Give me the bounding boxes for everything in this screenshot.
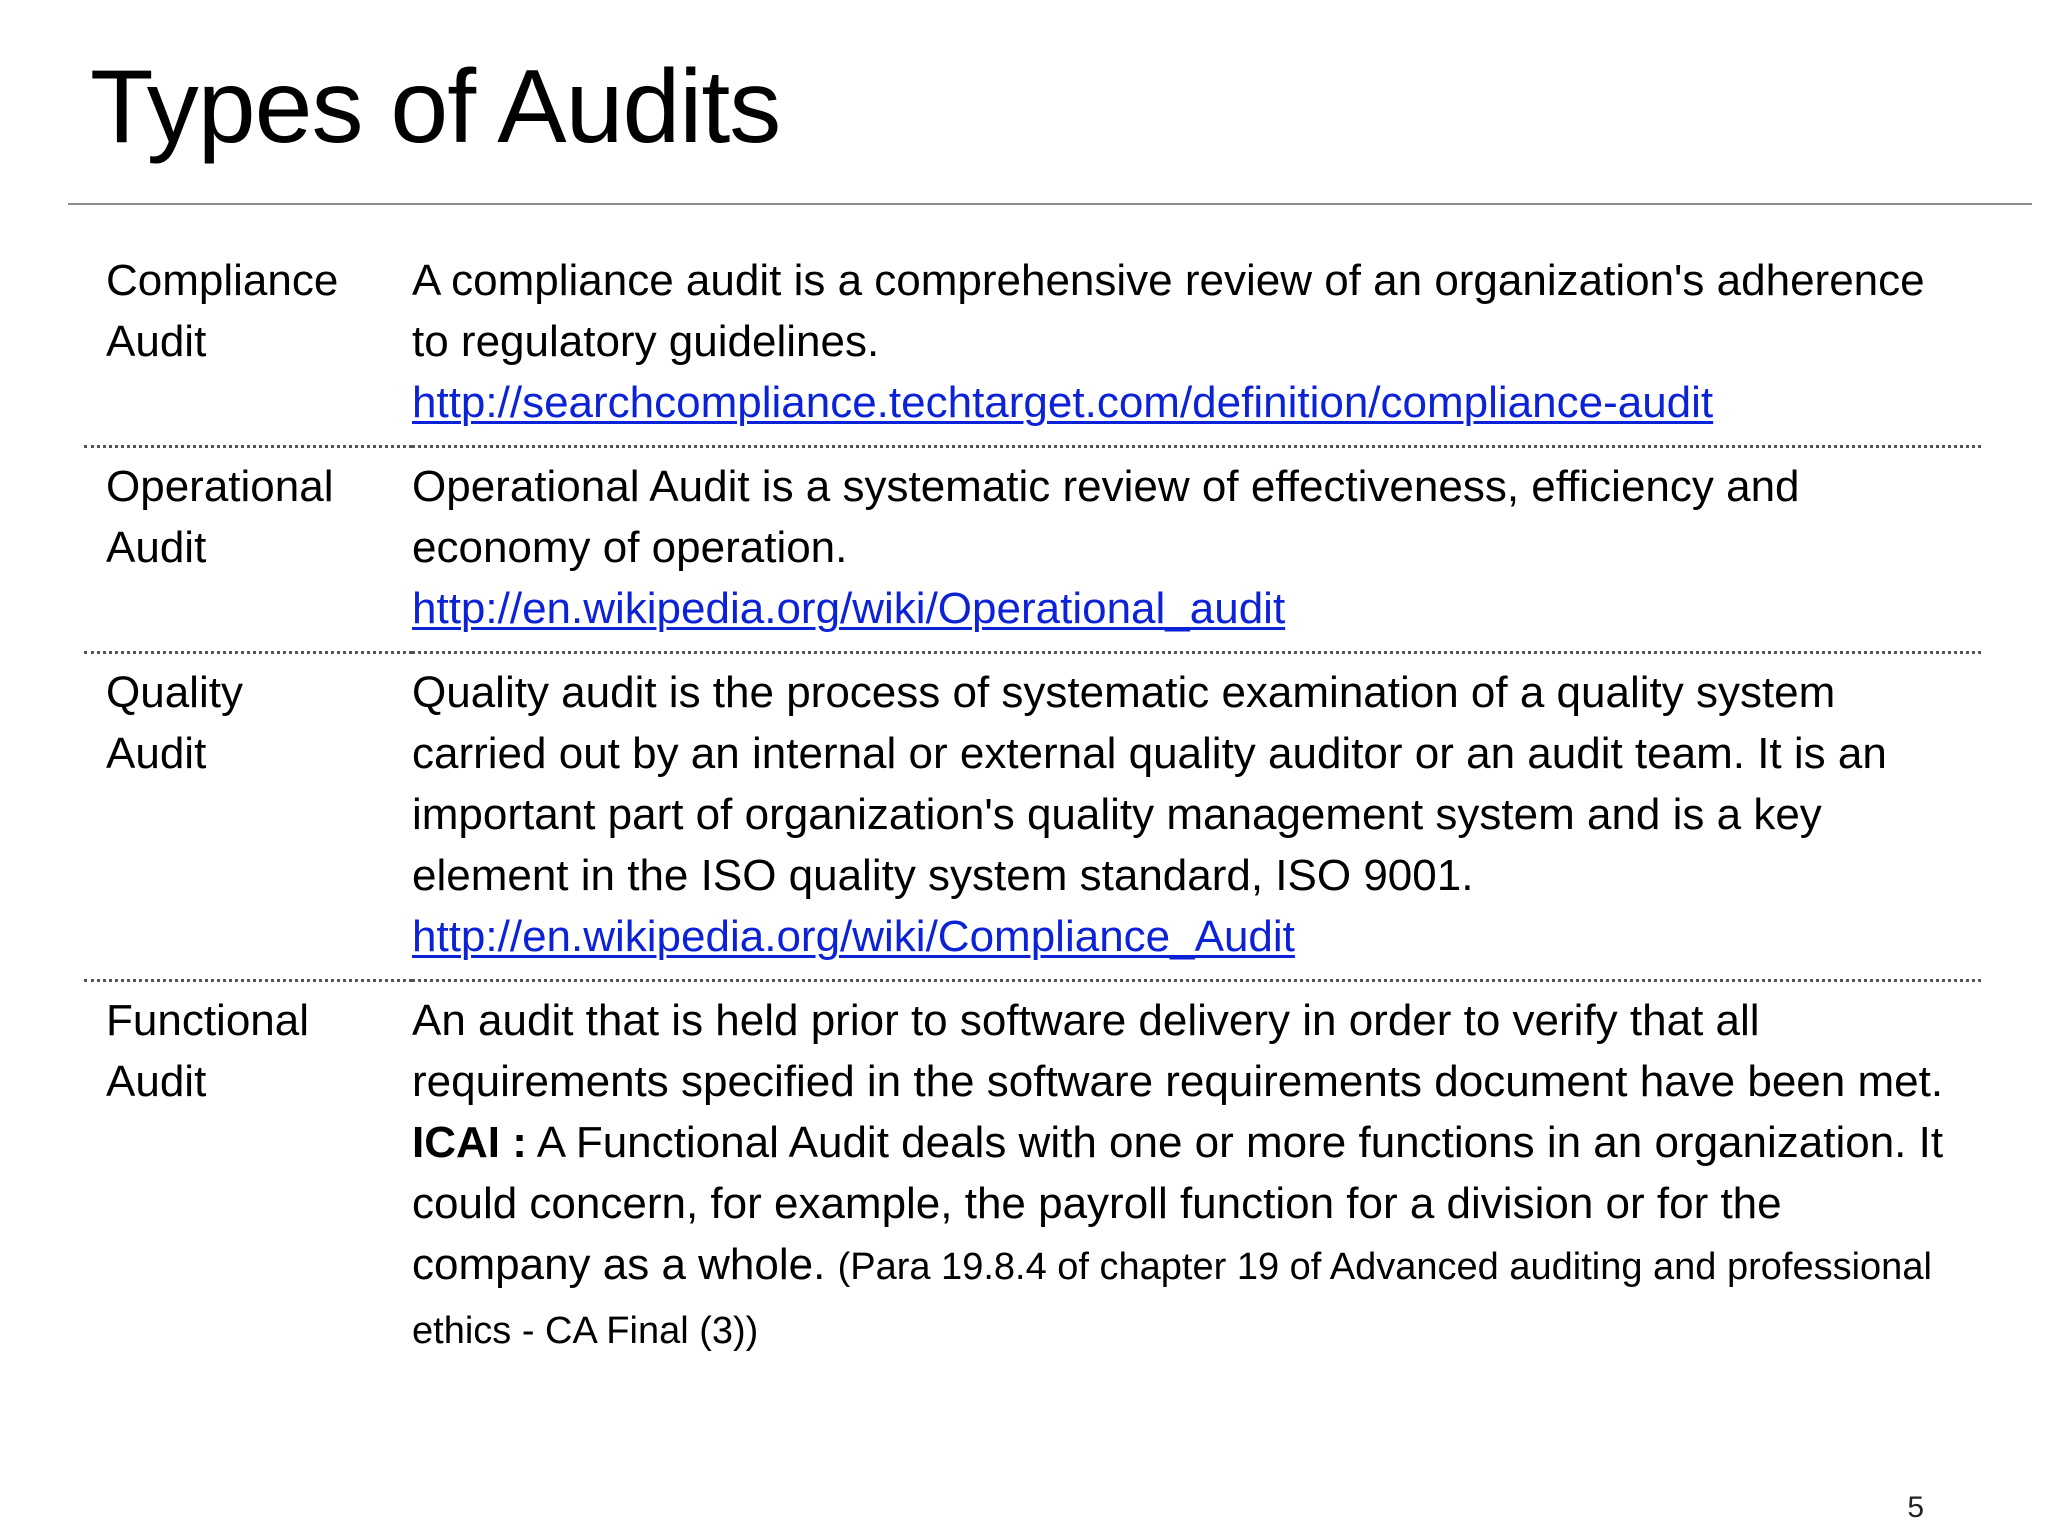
audit-term: Audit <box>106 317 207 366</box>
audit-term: Audit <box>106 729 207 778</box>
audit-term-cell <box>84 447 412 653</box>
title-divider <box>68 203 2032 205</box>
audit-description: Operational Audit is a systematic review of effectiveness, efficiency and economy of operation. <box>412 462 1800 572</box>
table-row <box>84 447 1981 653</box>
audit-term: Audit <box>106 523 207 572</box>
table-row <box>84 653 1981 981</box>
audit-description-cell <box>412 250 1981 447</box>
audit-description-cell <box>412 981 1981 1363</box>
reference-link[interactable]: http://searchcompliance.techtarget.com/definition/compliance-audit <box>412 378 1714 427</box>
audit-term: Functional <box>106 996 310 1045</box>
audit-term-cell <box>84 981 412 1363</box>
audit-term: Quality <box>106 668 243 717</box>
audit-description: An audit that is held prior to software delivery in order to verify that all requirements specified in the software requirements document have been met. <box>412 996 1944 1106</box>
audit-term: Operational <box>106 462 334 511</box>
audit-term-cell <box>84 250 412 447</box>
audit-types-table <box>84 250 1981 1362</box>
audit-description-cell <box>412 653 1981 981</box>
slide-title: Types of Audits <box>90 49 781 165</box>
audit-term: Compliance <box>106 256 339 305</box>
icai-label: ICAI : <box>412 1118 527 1167</box>
audit-description: A compliance audit is a comprehensive review of an organization's adherence to regulatory guidelines. <box>412 256 1925 366</box>
audit-term: Audit <box>106 1057 207 1106</box>
reference-link[interactable]: http://en.wikipedia.org/wiki/Operational_audit <box>412 584 1286 633</box>
table-row <box>84 981 1981 1363</box>
audit-term-cell <box>84 653 412 981</box>
audit-description: Quality audit is the process of systematic examination of a quality system carried out by an internal or external quality auditor or an audit team. It is an important part of organization's quality management system and is a key element in the ISO quality system standard, ISO 9001. <box>412 668 1887 900</box>
reference-link[interactable]: http://en.wikipedia.org/wiki/Compliance_Audit <box>412 912 1295 961</box>
icai-reference: (Para 19.8.4 of chapter 19 of Advanced auditing and professional ethics - CA Final (3)) <box>412 1246 1932 1352</box>
page-number: 5 <box>1907 1491 1924 1524</box>
icai-text: A Functional Audit deals with one or more functions in an organization. It could concern, for example, the payroll function for a division or for the company as a whole. <box>412 1118 1944 1289</box>
audit-description-cell <box>412 447 1981 653</box>
table-row <box>84 250 1981 447</box>
icai-note <box>412 1112 1971 1362</box>
